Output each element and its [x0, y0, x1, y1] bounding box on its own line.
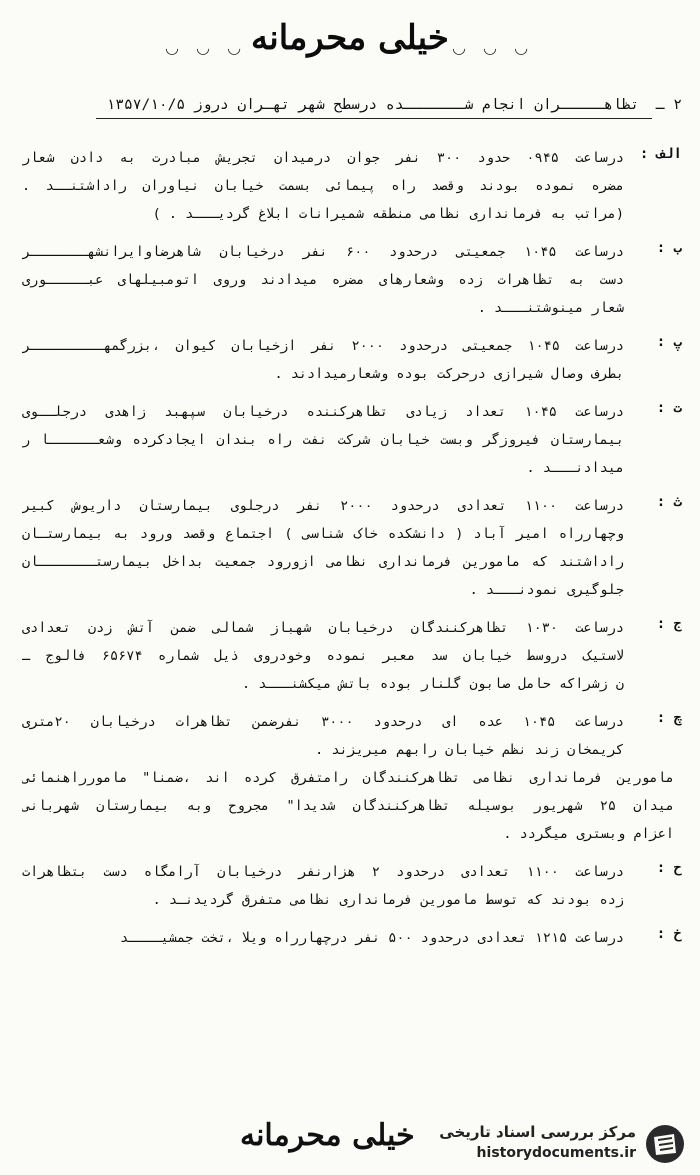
watermark-url: historydocuments.ir — [476, 1145, 636, 1161]
entry-label: الف : — [639, 146, 682, 162]
entry-line: درساعت ۱۰۴۵ عده ای درحدود ۳۰۰۰ نفرضمن تظاهرات درخیابان ۲۰متری — [22, 714, 624, 730]
entry-item — [0, 400, 700, 484]
entry-item — [0, 146, 700, 230]
classification-header: خیلی محرمانه — [251, 18, 449, 58]
entry-line: (مراتب به فرمانداری نظامی منطقه شمیرانات ابلاغ گردیـــد . ) — [152, 206, 624, 222]
entry-item — [0, 860, 700, 916]
paragraph-line: میدان ۲۵ شهریور بوسیله تظاهرکنندگان شدیدا" مجروح وبه بیمارستان شهربانی — [22, 798, 674, 814]
ornament-right: ◡ ◡ ◡ — [452, 38, 535, 57]
entry-label: خ : — [656, 926, 682, 942]
entry-item — [0, 494, 700, 606]
archive-logo-icon — [644, 1123, 686, 1165]
entry-line: درساعت ۱۰۴۵ جمعیتی درحدود ۶۰۰ نفر درخیابان شاهرضاوایرانشهـــــــر — [22, 244, 624, 260]
entries-list — [0, 146, 700, 964]
entry-label: ح : — [656, 860, 682, 876]
subject-underline — [96, 118, 652, 119]
entry-line: جلوگیری نمودنـــد . — [469, 582, 624, 598]
entry-line: میدادنـــد . — [526, 460, 624, 476]
entry-line: مضره نموده بودند وقصد راه پیمائی بسمت خیابان نیاوران راداشتنــد . — [22, 178, 624, 194]
entry-body — [22, 494, 624, 606]
entry-line: درساعت ۱۰۴۵ جمعیتی درحدود ۲۰۰۰ نفر ازخیابان کیوان ،بزرگمهـــــــــر — [22, 338, 624, 354]
paragraph-line: اعزام وبستری میگردد . — [503, 826, 674, 842]
entry-line: درساعت ۱۱۰۰ تعدادی درحدود ۲۰۰۰ نفر درجلوی بیمارستان داریوش کبیر — [22, 498, 624, 514]
entry-line: درساعت ۰۹۴۵ حدود ۳۰۰ نفر جوان درمیدان تجریش مبادرت به دادن شعار — [22, 150, 624, 166]
watermark-name: مرکز بررسی اسناد تاریخی — [439, 1123, 636, 1141]
entry-line: لاستیک دروسط خیابان سد معبر نموده وخودروی ذیل شماره ۶۵۶۷۴ فالوج ـ — [22, 648, 624, 664]
classification-footer: خیلی محرمانه — [240, 1118, 415, 1153]
entry-body — [22, 926, 624, 954]
entry-body — [22, 400, 624, 484]
entry-label: ج : — [656, 616, 682, 632]
entry-item — [0, 334, 700, 390]
entry-line: راداشتند که مامورین فرمانداری نظامی ازورود جمعیت بداخل بیمارستـــــــان — [22, 554, 624, 570]
ornament-left: ◡ ◡ ◡ — [165, 38, 248, 57]
entry-item — [0, 240, 700, 324]
entry-line: ن زشراکه حامل صابون گلنار بوده باتش میکشنـــد . — [241, 676, 624, 692]
subject-number: ۲ ـ — [655, 97, 682, 113]
entry-body — [22, 710, 674, 850]
entry-line: درساعت ۱۱۰۰ تعدادی درحدود ۲ هزارنفر درخیابان آرامگاه دست بتظاهرات — [22, 864, 624, 880]
entry-label: ت : — [656, 400, 682, 416]
entry-item — [0, 926, 700, 954]
subject-text: تظاهـــــران انجام شـــــــده درسطح شهر تهـران دروز ۱۳۵۷/۱۰/۵ — [106, 97, 640, 113]
watermark — [396, 1121, 686, 1167]
entry-line: درساعت ۱۲۱۵ تعدادی درحدود ۵۰۰ نفر درچهارراه ویلا ،تخت جمشیــــد — [120, 930, 624, 946]
entry-body — [22, 240, 624, 324]
entry-label: پ : — [656, 334, 682, 350]
entry-item — [0, 710, 700, 850]
subject-line — [42, 97, 682, 113]
entry-label: ث : — [656, 494, 682, 510]
entry-body — [22, 334, 624, 390]
entry-line: شعار مینوشتنـــد . — [477, 300, 624, 316]
entry-line: وچهارراه امیر آباد ( دانشکده خاک شناسی ) اجتماع وقصد ورود به بیمارستـان — [22, 526, 624, 542]
entry-label: چ : — [656, 710, 682, 726]
entry-line: زده بودند که توسط مامورین فرمانداری نظامی متفرق گردیدنـد . — [152, 892, 624, 908]
entry-line: دست به تظاهرات زده وشعارهای مضره میدادند وروی اتومبیلهای عبـــــوری — [22, 272, 624, 288]
entry-paragraph — [22, 766, 674, 850]
entry-line: بطرف وصال شیرازی درحرکت بوده وشعارمیدادند . — [274, 366, 624, 382]
entry-line: بیمارستان فیروزگر وبست خیابان شرکت نفت راه بندان ایجادکرده وشعــــــا ر — [22, 432, 624, 448]
entry-line: درساعت ۱۰۴۵ تعداد زیادی تظاهرکننده درخیابان سپهبد زاهدی درجلــوی — [22, 404, 624, 420]
entry-line: درساعت ۱۰۳۰ تظاهرکنندگان درخیابان شهباز شمالی ضمن آتش زدن تعدادی — [22, 620, 624, 636]
paragraph-line: مامورین فرمانداری نظامی تظاهرکنندگان رامتفرق کرده اند ،ضمنا" مامورراهنمائی — [22, 770, 674, 786]
entry-body — [22, 860, 624, 916]
entry-line: کریمخان زند نظم خیابان رابهم میریزند . — [315, 742, 624, 758]
entry-body — [22, 146, 624, 230]
entry-label: ب : — [656, 240, 682, 256]
entry-body — [22, 616, 624, 700]
entry-item — [0, 616, 700, 700]
